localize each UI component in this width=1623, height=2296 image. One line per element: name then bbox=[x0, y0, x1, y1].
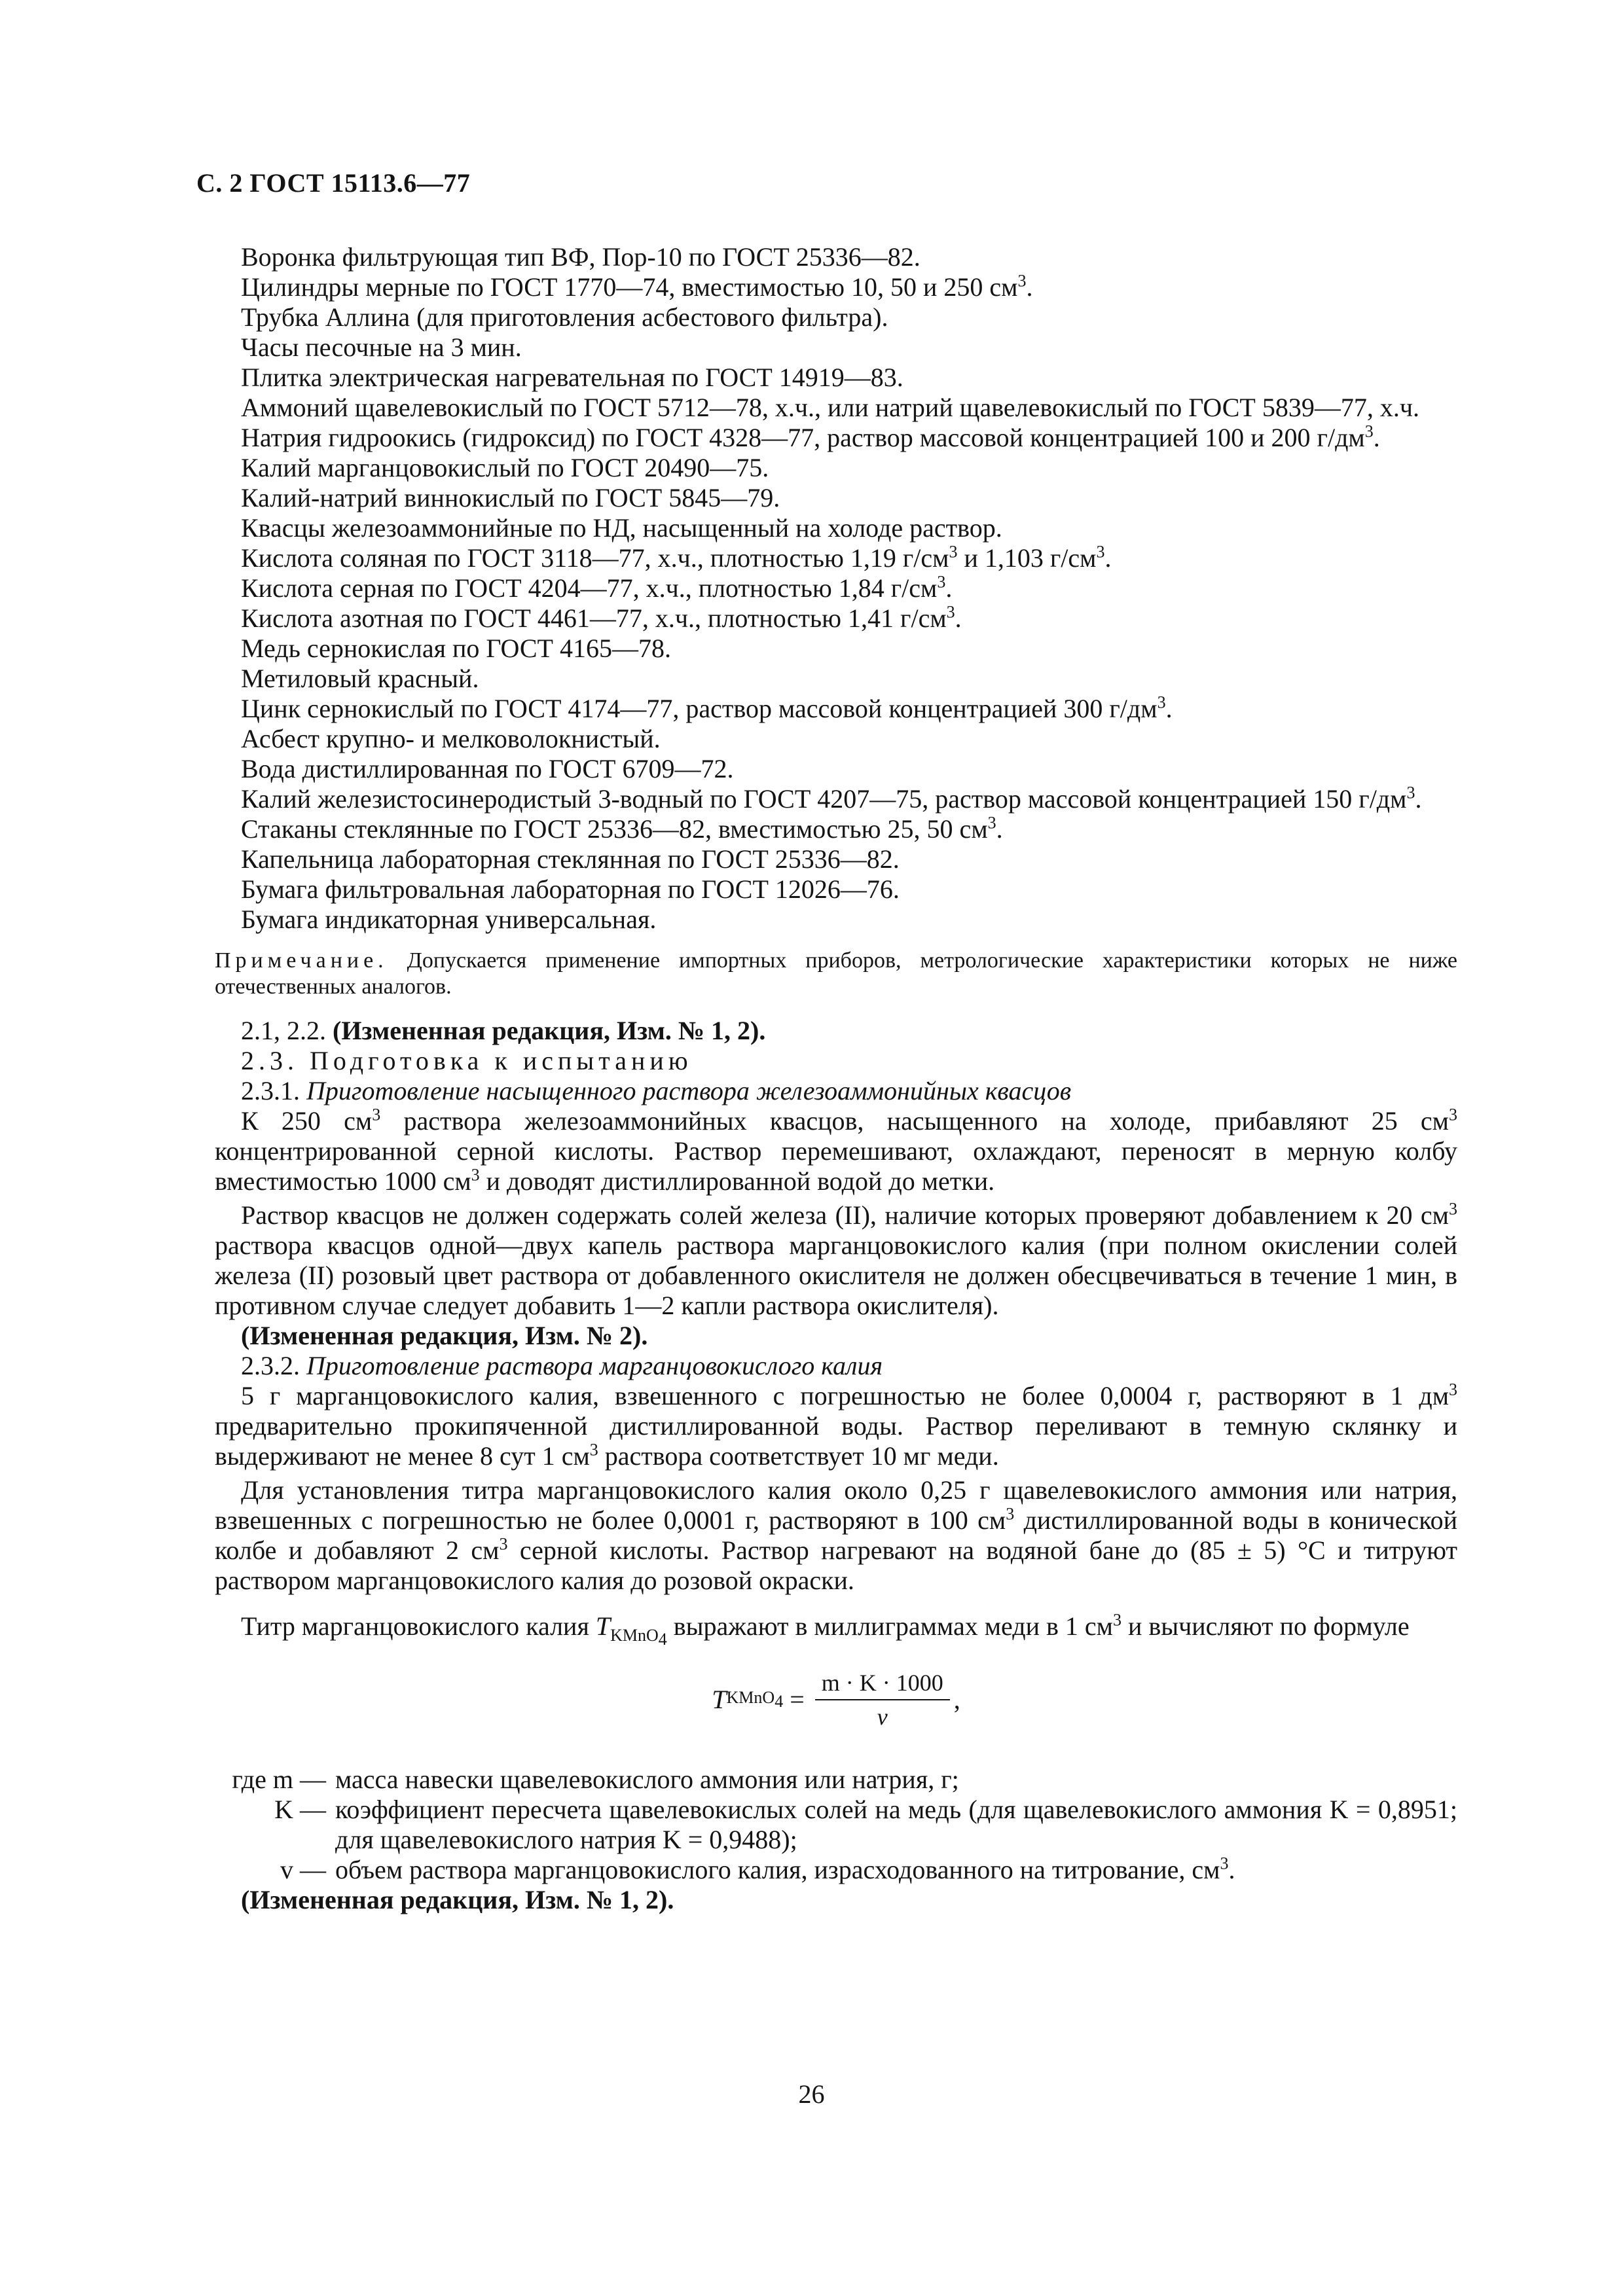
list-item: Кислота серная по ГОСТ 4204—77, х.ч., плотностью 1,84 $г/см^3$. bbox=[241, 572, 953, 603]
legend-definition: масса навески щавелевокислого аммония или натрия, г; bbox=[335, 1765, 959, 1794]
list-item: Квасцы железоаммонийные по НД, насыщенный на холоде раствор. bbox=[241, 513, 1002, 543]
list-item: Трубка Аллина (для приготовления асбестового фильтра). bbox=[241, 302, 888, 332]
list-item: Капельница лабораторная стеклянная по ГОСТ 25336—82. bbox=[241, 844, 900, 874]
amendment-note: (Измененная редакция, Изм. № 2). bbox=[241, 1321, 648, 1350]
list-item: Калий-натрий виннокислый по ГОСТ 5845—79. bbox=[241, 483, 780, 512]
list-item: Аммоний щавелевокислый по ГОСТ 5712—78, х.ч., или натрий щавелевокислый по ГОСТ 5839—77, х.ч. bbox=[241, 393, 1419, 422]
list-item: Кислота азотная по ГОСТ 4461—77, х.ч., плотностью 1,41 $г/см^3$. bbox=[241, 602, 962, 633]
list-item: Калий марганцовокислый по ГОСТ 20490—75. bbox=[241, 453, 769, 482]
legend-symbol: v — bbox=[280, 1855, 326, 1884]
paragraph: 5 г марганцовокислого калия, взвешенного с погрешностью не более 0,0004 г, растворяют в 1 $дм^3$ предварительно прокипяченной дистиллированной воды. Раствор переливают в темную склянку и выдерживают не менее 8 сут 1 $см^3$ раствора соответствует 10 мг меди. bbox=[215, 1380, 1457, 1471]
list-item: Метиловый красный. bbox=[241, 664, 479, 693]
list-item: Плитка электрическая нагревательная по ГОСТ 14919—83. bbox=[241, 363, 903, 392]
list-item: Бумага индикаторная универсальная. bbox=[241, 905, 657, 934]
paragraph: Титр марганцовокислого калия $T_{KMnO_4}$ выражают в миллиграммах меди в 1 $см^3$ и вычисляют по формуле bbox=[241, 1610, 1410, 1649]
section-2-3-2-heading: 2.3.2. Приготовление раствора марганцовокислого калия bbox=[241, 1351, 883, 1380]
list-item: Цилиндры мерные по ГОСТ 1770—74, вместимостью 10, 50 и 250 $см^3$. bbox=[241, 271, 1033, 302]
paragraph: Раствор квасцов не должен содержать солей железа (II), наличие которых проверяют добавлением к 20 $см^3$ раствора квасцов одной—двух капель раствора марганцовокислого калия (при полном окислении солей железа (II) розовый цвет раствора от добавленного окислителя не должен обесцвечиваться в течение 1 мин, в противном случае следует добавить 1—2 капли раствора окислителя). bbox=[215, 1199, 1457, 1320]
list-item: Медь сернокислая по ГОСТ 4165—78. bbox=[241, 634, 671, 663]
legend-symbol: K — bbox=[274, 1795, 326, 1824]
amendment-note: (Измененная редакция, Изм. № 1, 2). bbox=[333, 1016, 766, 1045]
formula-numerator: m · K · 1000 bbox=[815, 1668, 950, 1700]
list-item: Кислота соляная по ГОСТ 3118—77, х.ч., плотностью 1,19 $г/см^3$ и 1,103 $г/см^3$. bbox=[241, 542, 1112, 573]
list-item: Стаканы стеклянные по ГОСТ 25336—82, вместимостью 25, 50 $см^3$. bbox=[241, 813, 1003, 844]
list-item: Бумага фильтровальная лабораторная по ГОСТ 12026—76. bbox=[241, 874, 900, 904]
section-2-3-heading: 2.3. Подготовка к испытанию bbox=[241, 1046, 693, 1075]
document-body bbox=[215, 242, 1457, 1915]
list-item: Вода дистиллированная по ГОСТ 6709—72. bbox=[241, 754, 734, 783]
amendment-note: (Измененная редакция, Изм. № 1, 2). bbox=[241, 1885, 674, 1914]
list-item: Асбест крупно- и мелковолокнистый. bbox=[241, 724, 661, 753]
note bbox=[215, 948, 1457, 1000]
formula-fraction bbox=[815, 1668, 950, 1732]
list-item: Калий железистосинеродистый 3-водный по ГОСТ 4207—75, раствор массовой концентрацией 150 $г/дм^3$. bbox=[241, 783, 1422, 814]
legend-definition: коэффициент пересчета щавелевокислых солей на медь (для щавелевокислого аммония K = 0,8951; для щавелевокислого натрия K = 0,9488); bbox=[335, 1795, 1457, 1854]
list-item: Воронка фильтрующая тип ВФ, Пор-10 по ГОСТ 25336—82. bbox=[241, 242, 921, 272]
legend-symbol: где m — bbox=[232, 1765, 326, 1794]
titer-formula: T KMnO$_4$ = $\frac{m \cdot K \cdot 1000}{v}$ , bbox=[215, 1668, 1457, 1732]
legend-definition: объем раствора марганцовокислого калия, израсходованного на титрование, $см^3$. bbox=[335, 1854, 1235, 1884]
formula-legend bbox=[215, 1765, 1457, 1885]
equipment-list bbox=[215, 242, 1457, 935]
page-header: С. 2 ГОСТ 15113.6—77 bbox=[196, 168, 471, 198]
formula-denominator: v bbox=[877, 1704, 888, 1730]
paragraph: Для установления титра марганцовокислого калия около 0,25 г щавелевокислого аммония или натрия, взвешенных с погрешностью не более 0,0001 г, растворяют в 100 $см^3$ дистиллированной воды в конической колбе и добавляют 2 $см^3$ серной кислоты. Раствор нагревают на водяной бане до (85 ± 5) °С и титруют раствором марганцовокислого калия до розовой окраски. bbox=[215, 1475, 1458, 1595]
page-number: 26 bbox=[798, 2079, 825, 2109]
list-item: Натрия гидроокись (гидроксид) по ГОСТ 4328—77, раствор массовой концентрацией 100 и 200 $г/дм^3$. bbox=[241, 422, 1380, 452]
note-text: Допускается применение импортных приборов, метрологические характеристики которых не ниже отечественных аналогов. bbox=[215, 948, 1457, 999]
paragraph: К 250 $см^3$ раствора железоаммонийных квасцов, насыщенного на холоде, прибавляют 25 $см^3$ концентрированной серной кислоты. Раствор перемешивают, охлаждают, переносят в мерную колбу вместимостью 1000 $см^3$ и доводят дистиллированной водой до метки. bbox=[215, 1105, 1457, 1196]
note-label: Примечание. bbox=[215, 948, 388, 973]
section-2-3-1-heading: 2.3.1. Приготовление насыщенного раствора железоаммонийных квасцов bbox=[241, 1076, 1072, 1105]
list-item: Цинк сернокислый по ГОСТ 4174—77, раствор массовой концентрацией 300 $г/дм^3$. bbox=[241, 692, 1173, 723]
list-item: Часы песочные на 3 мин. bbox=[241, 332, 522, 362]
section-2-1-2-2: 2.1, 2.2. (Измененная редакция, Изм. № 1, 2). bbox=[241, 1016, 766, 1045]
